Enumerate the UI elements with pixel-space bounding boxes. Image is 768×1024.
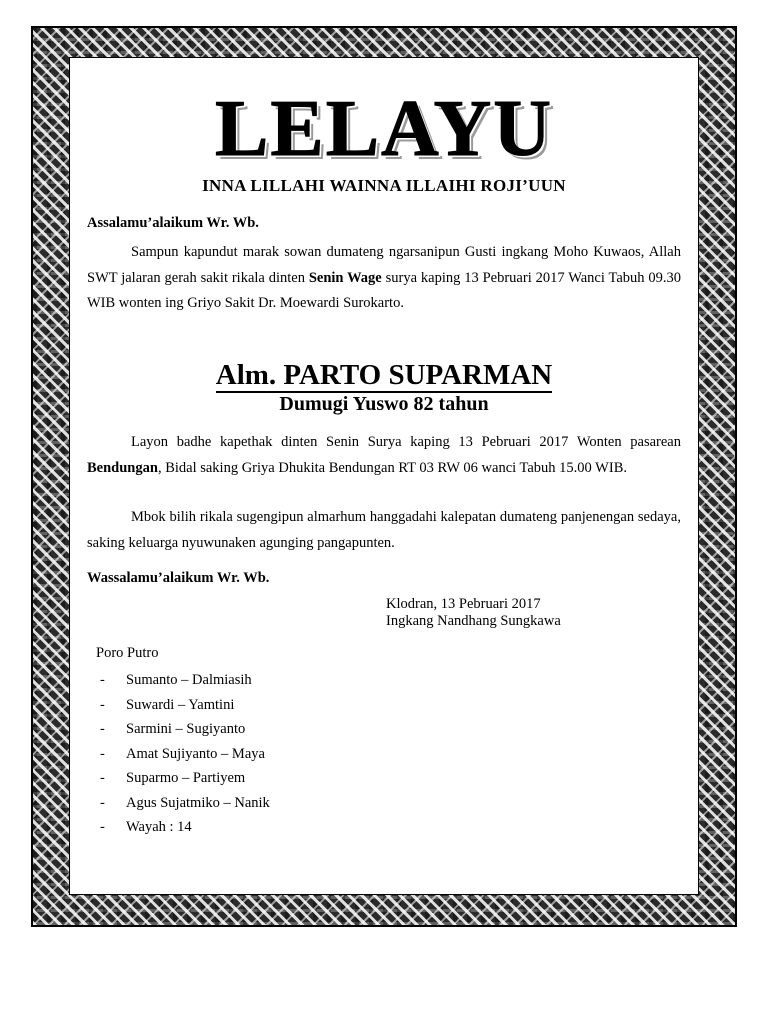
list-item	[100, 668, 270, 693]
deceased-name-text: Alm. PARTO SUPARMAN	[215, 359, 553, 391]
greeting: Assalamu’alaikum Wr. Wb.	[87, 215, 259, 231]
burial-paragraph	[87, 430, 681, 481]
family-member-name: Amat Sujiyanto – Maya	[126, 745, 265, 762]
announcement-paragraph	[87, 240, 681, 317]
para2-text-b: , Bidal saking Griya Dhukita Bendungan RT 03 RW 06 wanci Tabuh 15.00 WIB.	[157, 459, 627, 476]
list-dash: -	[100, 721, 105, 737]
family-member-name: Agus Sujatmiko – Nanik	[126, 794, 270, 811]
list-item	[100, 742, 270, 767]
document-subtitle: INNA LILLAHI WAINNA ILLAIHI ROJI’UUN	[202, 176, 566, 195]
family-list	[100, 668, 270, 840]
list-dash: -	[100, 696, 105, 713]
list-dash: -	[100, 794, 105, 811]
para2-place: Bendungan	[87, 459, 158, 476]
place-date: Klodran, 13 Pebruari 2017	[386, 596, 541, 612]
document-title: LELAYU	[214, 85, 554, 173]
list-item	[100, 791, 270, 816]
para2-text-a: Layon badhe kapethak dinten Senin Surya kaping 13 Pebruari 2017 Wonten pasarean	[131, 434, 681, 450]
family-member-name: Suparmo – Partiyem	[126, 770, 246, 786]
para1-text-a: Sampun kapundut marak sowan dumateng ngarsanipun Gusti ingkang Moho Kuwaos, Allah SWT jalaran gerah sakit rikala dinten	[87, 244, 681, 286]
mourner-label: Ingkang Nandhang Sungkawa	[386, 613, 561, 629]
list-dash: -	[100, 745, 105, 762]
list-dash: -	[100, 770, 105, 786]
family-heading: Poro Putro	[96, 645, 159, 661]
deceased-name	[69, 359, 699, 392]
apology-paragraph: Mbok bilih rikala sugengipun almarhum hanggadahi kalepatan dumateng panjenengan sedaya, saking keluarga nyuwunaken agunging pangapunten.	[87, 509, 681, 551]
deceased-age: Dumugi Yuswo 82 tahun	[279, 393, 489, 415]
family-member-name: Wayah : 14	[126, 819, 192, 835]
family-member-name: Sumanto – Dalmiasih	[126, 672, 252, 688]
list-dash: -	[100, 819, 105, 835]
list-item	[100, 693, 270, 718]
para1-day: Senin Wage	[308, 269, 382, 286]
signature-block	[386, 596, 561, 630]
list-item	[100, 815, 270, 840]
list-dash: -	[100, 672, 105, 688]
para1-text-b: surya kaping 13 Pebruari 2017 Wanci Tabuh 09.30 WIB wonten ing Griyo Sakit Dr. Moewardi Surokarto.	[87, 269, 681, 311]
list-item	[100, 766, 270, 791]
family-member-name: Sarmini – Sugiyanto	[126, 721, 246, 737]
list-item	[100, 717, 270, 742]
family-member-name: Suwardi – Yamtini	[126, 696, 235, 713]
closing-greeting: Wassalamu’alaikum Wr. Wb.	[87, 570, 270, 586]
